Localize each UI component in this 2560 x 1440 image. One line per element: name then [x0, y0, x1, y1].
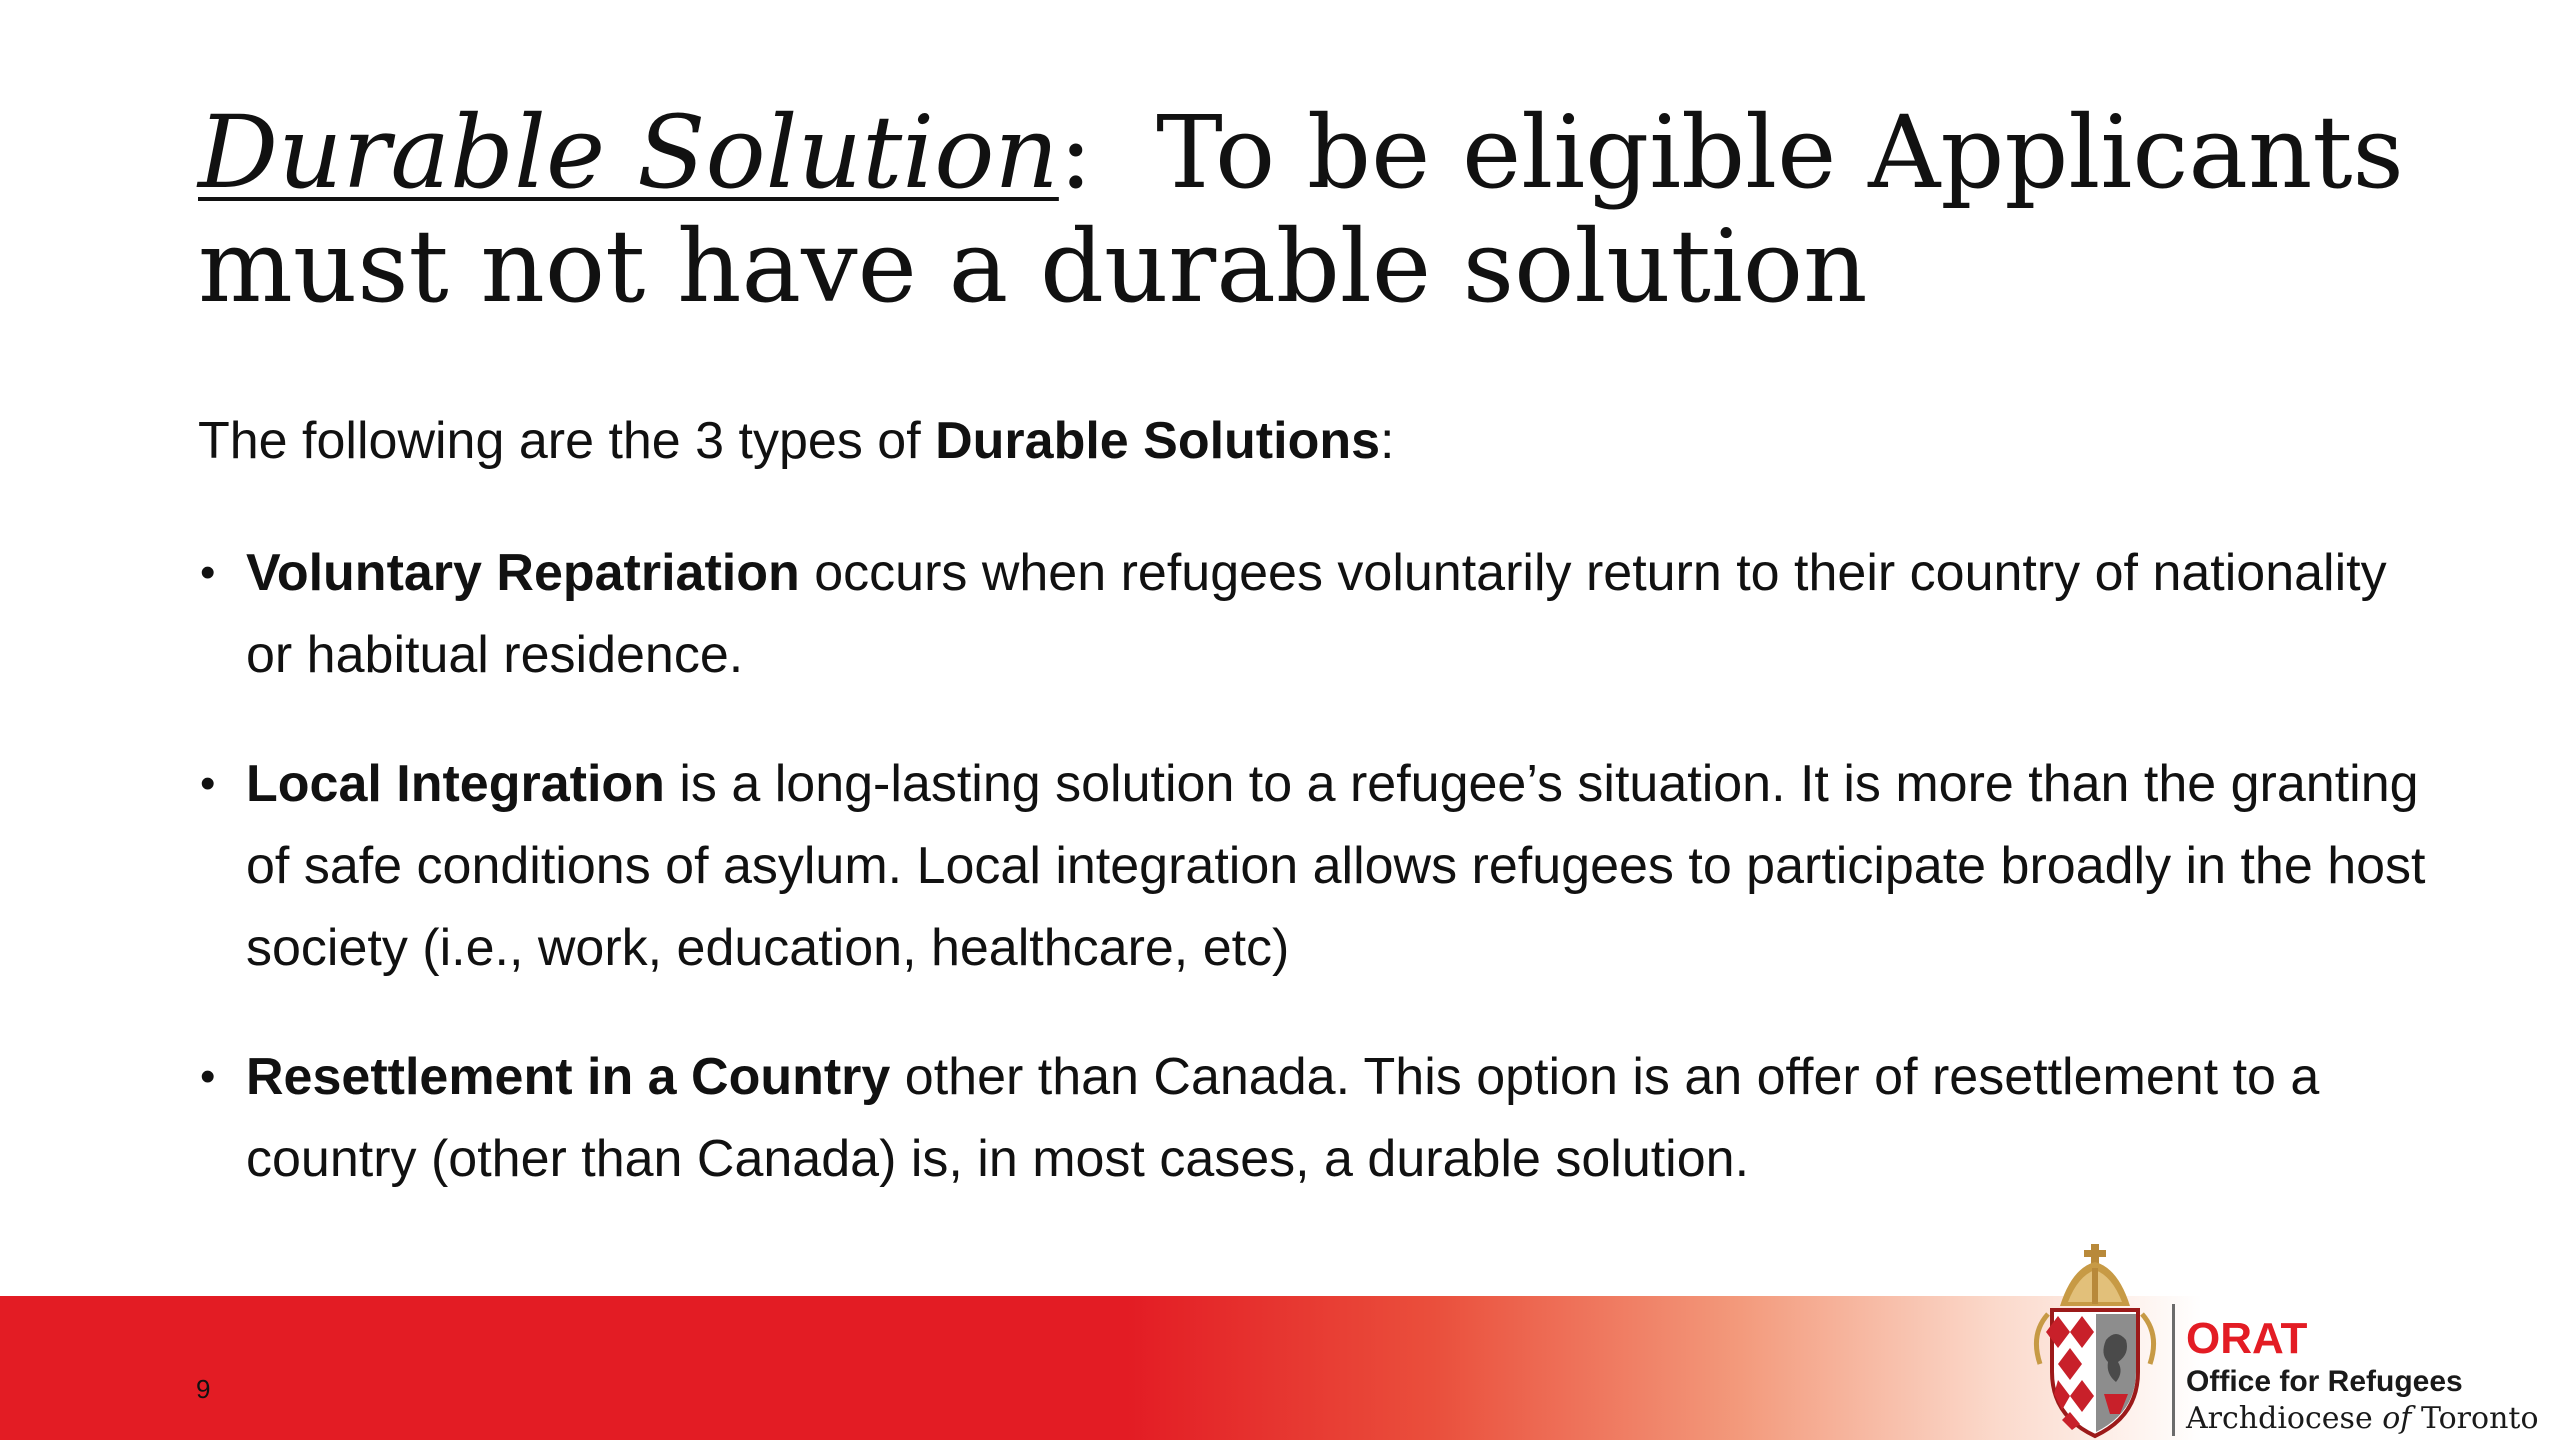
bullet-voluntary-repatriation	[198, 532, 2438, 696]
bullet-text: is a long-lasting solution to a refugee’s situation. It is more than the granting of safe conditions of asylum. Local integration allows refugees to participate broadly in the host society (i.e., work, education, healthcare, etc)	[246, 755, 2426, 977]
bullet-text: other than Canada. This option is an offer of resettlement to a country (other than Canada) is, in most cases, a durable solution.	[246, 1048, 2320, 1188]
page-number: 9	[196, 1374, 211, 1404]
arch-after: Toronto	[2411, 1401, 2539, 1436]
bullet-resettlement	[198, 1036, 2438, 1200]
logo-archdiocese	[2186, 1400, 2539, 1438]
slide-title	[198, 96, 2448, 324]
bullet-local-integration	[198, 743, 2438, 989]
title-term: Durable Solution	[198, 94, 1059, 211]
archdiocese-crest-icon	[2020, 1244, 2170, 1440]
intro-after: :	[1380, 412, 1395, 470]
arch-before: Archdiocese	[2186, 1401, 2383, 1436]
bullet-dot: •	[200, 548, 216, 597]
logo-office: Office for Refugees	[2186, 1365, 2463, 1398]
bullet-term: Local Integration	[246, 755, 665, 813]
bullet-dot: •	[200, 1052, 216, 1101]
logo-divider	[2172, 1304, 2175, 1436]
intro-before: The following are the 3 types of	[198, 412, 936, 470]
logo-text	[2186, 1314, 2539, 1438]
intro-text	[198, 408, 1394, 474]
title-colon: :	[1058, 94, 1093, 211]
title-rest: To be eligible Applicants must not have a durable solution	[198, 94, 2436, 325]
intro-bold: Durable Solutions	[935, 412, 1381, 470]
bullet-list	[198, 532, 2438, 1247]
orat-logo	[2020, 1244, 2540, 1440]
arch-of: of	[2382, 1401, 2412, 1436]
logo-brand: ORAT	[2186, 1314, 2308, 1363]
bullet-dot: •	[200, 759, 216, 808]
bullet-term: Voluntary Repatriation	[246, 544, 800, 602]
bullet-text: occurs when refugees voluntarily return to their country of nationality or habitual residence.	[246, 544, 2387, 684]
bullet-term: Resettlement in a Country	[246, 1048, 891, 1106]
